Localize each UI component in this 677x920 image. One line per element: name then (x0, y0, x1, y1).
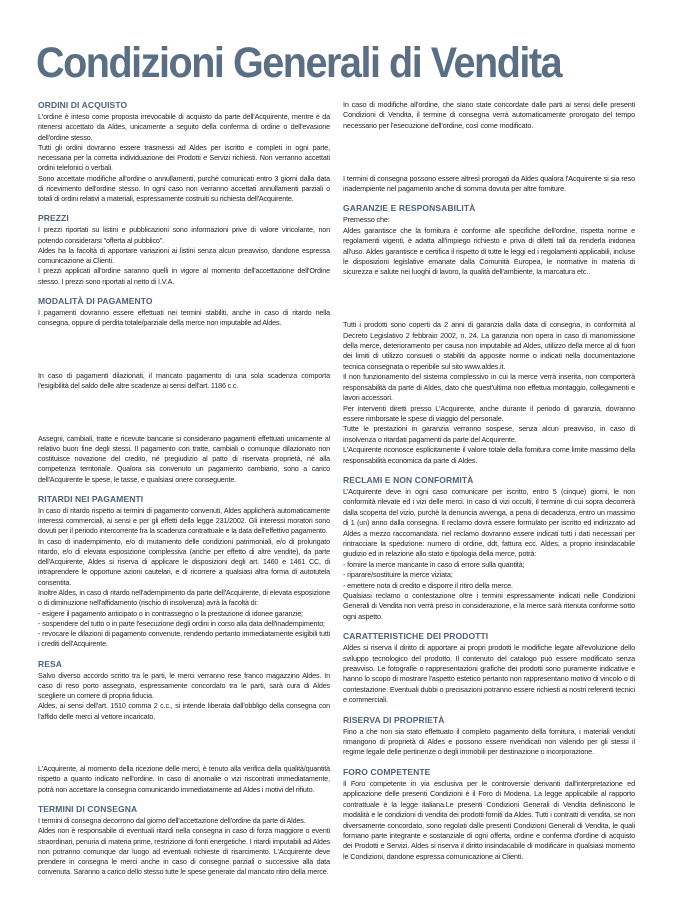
section-riserva-di-proprieta (343, 715, 635, 758)
paragraph: Fino a che non sia stato effettuato il completo pagamento della fornitura, i materiali venduti rimangono di proprietà di Aldes e possono essere rivendicati non valendo per gli stessi il regime legale delle pertinenze o degli immobili per destinazione o incorporazione. (343, 726, 635, 757)
paragraph: Tutte le prestazioni in garanzia verranno sospese, senza alcun preavviso, in caso di insolvenza o ritardati pagamenti da parte del Acquirente. (343, 424, 635, 444)
paragraph: I prezzi riportati su listini e pubblicazioni sono informazioni prive di valore vincolante, non potendo considerarsi "offerta al pubblico". (38, 225, 330, 245)
paragraph: - riparare/sostituire la merce viziata; (343, 570, 453, 580)
paragraph: Qualsiasi reclamo o contestazione oltre i termini espressamente indicati nelle Condizioni Generali di Vendita non verrà preso in considerazione, e la merce sarà ritenuta conforme sotto ogni aspetto. (343, 591, 635, 621)
paragraph: L'Acquirente deve in ogni caso comunicare per iscritto, entro 5 (cinque) giorni, le non conformità rilevate ed i vizi delle merci. In caso di vizi occulti, il termine di cui sopra decorrerà dalla scoperta del vizio, purché la denuncia avvenga, a pena di decadenza, entro un massimo di 1 (un) anno dalla consegna. Il reclamo dovrà essere formulato per iscritto ed indirizzato ad Aldes a mezzo raccomandata. nel reclamo dovranno essere indicati tutti i dati necessari per rintracciare la spedizione: numero di ordine, ddt, fattura ecc. Aldes, a proprio insindacabile giudizio ed in relazione allo stato e tipologia della merce, potrà: (343, 486, 635, 559)
paragraph: Aldes si riserva il diritto di apportare ai propri prodotti le modifiche legate all'evoluzione dello sviluppo tecnologico del prodotto. Il contenuto del catalogo può essere modificato senza preavviso. Le fotografie o rappresentazioni grafiche dei prodotti sono puramente indicative e hanno lo scopo di mostrare l'aspetto estetico pertanto non rappresentano motivo di vincolo o di contestazione. Eventuali dubbi o precisazioni potranno essere richiesti ai nostri referenti tecnici e commerciali. (343, 643, 635, 705)
section-heading: FORO COMPETENTE (343, 766, 431, 777)
paragraph: In caso di modifiche all'ordine, che siano state concordate dalle parti ai sensi delle presenti Condizioni di Vendita, il termine di consegna verrà automaticamente prorogato del tempo necessario per l'esecuzione dell'ordine, così come modificato. (343, 100, 635, 130)
paragraph-gap (38, 345, 330, 355)
paragraph: Inoltre Aldes, in caso di ritardo nell'adempimento da parte dell'Acquirente, di elevata esposizione o di diminuzione nell'affidamento (rischio di insolvenza) avrà la facoltà di: (38, 588, 330, 608)
section-ritardi-nei-pagamenti (38, 494, 330, 650)
section-prezzi (38, 213, 330, 287)
right-column (343, 100, 635, 871)
section-heading: RITARDI NEI PAGAMENTI (38, 493, 144, 504)
paragraph: Per interventi diretti presso L'Acquirente, anche durante il periodo di garanzia, dovranno essere rimborsate le spese di viaggio del personale. (343, 403, 635, 423)
section-heading: PREZZI (38, 213, 69, 224)
section-ordini-di-acquisto (38, 100, 330, 204)
paragraph: In caso di inadempimento, e/o di mutamento delle condizioni patrimoniali, e/o di prolungato ritardo, e/o di elevata esposizione complessiva (anche per effetto di altre vendite), da parte dell'Acquirente, Aldes si riserva di applicare le disposizioni degli art. 1460 e 1461 CC, di intraprendere le opportune azioni cautelari, e di ricorrere a qualsiasi altra forma di autotutela consentita. (38, 536, 330, 587)
paragraph: - esigere il pagamento anticipato o in contrassegno o la prestazione di idonee garanzie; (38, 608, 303, 618)
section-reclami-e-non-conformita (343, 475, 635, 622)
paragraph: I termini di consegna possono essere altresì prorogati da Aldes qualora l'Acquirente si sia reso inadempiente nel pagamento anche di somma dovuta per altre forniture. (343, 173, 635, 194)
section-heading: TERMINI DI CONSEGNA (38, 803, 138, 814)
section-modalita-di-pagamento (38, 296, 330, 485)
section-foro-competente (343, 767, 635, 862)
paragraph: I termini di consegna decorrono dal giorno dell'accettazione dell'ordine da parte di Aldes. (38, 815, 306, 825)
section-heading: CARATTERISTICHE DEI PRODOTTI (343, 631, 489, 642)
paragraph-gap (38, 407, 330, 417)
paragraph: Aldes non è responsabile di eventuali ritardi nella consegna in caso di forza maggiore o eventi straordinari, penuria di materia prime, restrizione di fonti energetiche. I ritardi imputabili ad Aldes non potranno comunque dar luogo ad eventuali richieste di risarcimento. L'Acquirente deve prendere in consegna le merci anche in caso di consegne parziali o successive alla data convenuta. Saranno a carico dello stesso tutte le spese generate dal mancato ritiro della merce. (38, 826, 330, 877)
paragraph: Premesso che: (343, 215, 390, 225)
paragraph: L'Acquirente, al momento della ricezione delle merci, è tenuto alla verifica della qualità/quantità rispetto a quanto indicato nell'ordine. In caso di anomalie o vizi riscontrati immediatamente, potrà non accettare la consegna comunicando immediatamente ad Aldes i motivi del rifiuto. (38, 764, 330, 794)
paragraph: Il Foro competente in via esclusiva per le controversie derivanti dall'interpretazione ed applicazione delle presenti Condizioni è il Foro di Modena. La legge applicabile al rapporto contrattuale è la legge italiana.Le presenti Condizioni Generali di Vendita definiscono le modalità e le condizioni di vendita dei prodotti forniti da Aldes. Tutti i contratti di vendita, se non diversamente concordato, sono regolati dalle presenti Condizioni Generali di Vendita, le quali formano parte integrante e sostanziale di ogni offerta, ordine e conferma d'ordine di acquisto dei Prodotti e Servizi. Aldes si riserva il diritto insindacabile di modificare in qualsiasi momento le Condizioni, dandone espressa comunicazione ai Clienti. (343, 778, 635, 861)
section-heading: RISERVA DI PROPRIETÀ (343, 714, 445, 725)
section-heading: ORDINI DI ACQUISTO (38, 100, 128, 110)
paragraph: L'ordine è inteso come proposta irrevocabile di acquisto da parte dell'Acquirente, mentre è da ritenersi accettato da Aldes, unicamente a seguito della conferma di ordine o dell'evasione dell'ordine stesso. (38, 112, 330, 142)
paragraph: - revocare le dilazioni di pagamento convenute, rendendo pertanto immediatamente esigibili tutti i crediti dell'Acquirente. (38, 629, 330, 649)
paragraph: Sono accettate modifiche all'ordine o annullamenti, purché comunicati entro 3 giorni dalla data di ricevimento dell'ordine stesso. In ogni caso non verranno accettati annullamenti parziali o totali di ordini relativi a materiali, espressamente costruiti su richiesta dell'Acquirente. (38, 173, 330, 204)
paragraph: Assegni, cambiali, tratte e ricevute bancarie si considerano pagamenti effettuati unicamente al relativo buon fine degli stessi. Il pagamento con tratte, cambiali o comunque dilazionato non costituisce novazione del credito, né pregiudizio al patto di riservata proprietà, né alla competenza territoriale. Qualora sia convenuto un pagamento cambiario, sono a carico dell'Acquirente le spese, le tasse, e qualsiasi onere conseguente. (38, 433, 330, 484)
paragraph: L'Acquirente riconosce esplicitamente il valore totale della fornitura come limite massimo della responsabilità economica da parte di Aldes. (343, 445, 635, 465)
paragraph: Aldes garantisce che la fornitura è conforme alle specifiche dell'ordine, rispetta norme e regolamenti vigenti, è adatta all'impiego richiesto e priva di difetti tali da renderla inidonea all'uso. Aldes garantisce e certifica il rispetto di tutte le leggi ed i regolamenti applicabili, incluse le disposizioni legislative emanate dalla Comunità Europea, le normative in materia di sicurezza e salute nei luoghi di lavoro, la qualità dell'ambiente, la marcatura etc.. (343, 225, 635, 277)
paragraph: In caso di pagamenti dilazionati, il mancato pagamento di una sola scadenza comporta l'esigibilità del saldo delle altre scadenze ai sensi dell'art. 1186 c.c. (38, 370, 330, 391)
paragraph-gap (343, 294, 635, 304)
section-heading: RESA (38, 658, 63, 669)
section-continued (343, 100, 635, 194)
section-caratteristiche-dei-prodotti (343, 631, 635, 705)
section-heading: GARANZIE E RESPONSABILITÀ (343, 203, 476, 214)
paragraph: Aldes ha la facoltà di apportare variazioni ai listini senza alcun preavviso, dandone espressa comunicazione ai Clienti. (38, 245, 330, 266)
paragraph-gap (343, 147, 635, 157)
paragraph: I prezzi applicati all'ordine saranno quelli in vigore al momento dell'accettazione dell'Ordine stesso. I prezzi sono riportati al netto di I.V.A. (38, 266, 330, 286)
paragraph: I pagamenti dovranno essere effettuati nei termini stabiliti, anche in caso di ritardo nella consegna, oppure di perdita totale/parziale della merce non imputabile ad Aldes. (38, 307, 330, 328)
paragraph: - sospendere del tutto o in parte l'esecuzione degli ordini in corso alla data dell'inadempimento; (38, 618, 325, 628)
paragraph: Salvo diverso accordo scritto tra le parti, le merci verranno rese franco magazzino Aldes. In caso di reso porto assegnato, espressamente concordato tra le parti, sarà cura di Aldes scegliere un corriere di propria fiducia. (38, 670, 330, 701)
paragraph: Tutti i prodotti sono coperti da 2 anni di garanzia dalla data di consegna, in conformità al Decreto Legislativo 2 febbraio 2002, n. 24. La garanzia non opera in caso di manomissione della merce, deterioramento per causa non imputabile ad Aldes, utilizzo della merce al di fuori dei limiti di utilizzo consueti o stabiliti da apposite norme o indicati nella documentazione tecnica consegnata o reperibile sul sito www.aldes.it. (343, 320, 635, 371)
section-heading: RECLAMI E NON CONFORMITÀ (343, 474, 474, 485)
section-heading: MODALITÀ DI PAGAMENTO (38, 295, 153, 306)
section-garanzie-e-responsabilita (343, 203, 635, 466)
paragraph: Tutti gli ordini dovranno essere trasmessi ad Aldes per iscritto e completi in ogni parte, necessaria per la corretta individuazione dei Prodotti e Servizi richiesti. Non verranno accettati ordini telefonici o verbali. (38, 142, 330, 173)
paragraph: In caso di ritardo rispetto ai termini di pagamento convenuti, Aldes applicherà automaticamente interessi commerciali, ai sensi e per gli effetti della legge 231/2002. Gli interessi moratori sono dovuti per il periodo intercorrente fra la scadenza contrattuale e la data dell'effettivo pagamento. (38, 505, 330, 536)
left-column (38, 100, 330, 887)
paragraph: Aldes, ai sensi dell'art. 1510 comma 2 c.c., si intende liberata dall'obbligo della consegna con l'affido delle merci al vettore incaricato. (38, 701, 330, 721)
paragraph: - emettere nota di credito e disporre il ritiro della merce. (343, 580, 513, 590)
section-resa (38, 659, 330, 795)
paragraph: - fornire la merce mancante in caso di errore sulla quantità; (343, 559, 525, 569)
paragraph: Il non funzionamento del sistema complessivo in cui la merce verrà inserita, non comporterà responsabilità da parte di Aldes, dato che quest'ultima non effettua montaggio, collegamenti e lavori accessori. (343, 372, 635, 403)
paragraph-gap (38, 738, 330, 748)
page-title: Condizioni Generali di Vendita (36, 39, 562, 87)
section-termini-di-consegna (38, 804, 330, 878)
